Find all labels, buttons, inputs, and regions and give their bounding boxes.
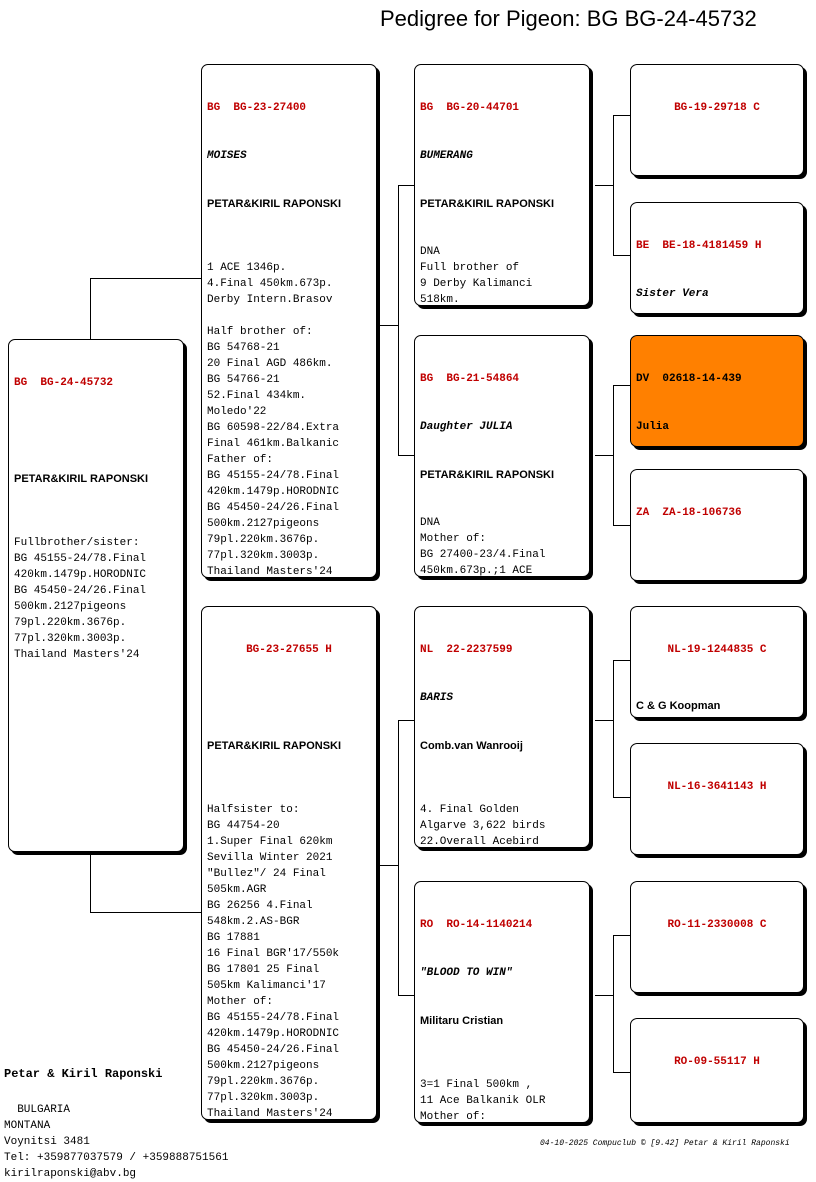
connector-line xyxy=(613,797,631,798)
owner-name: PETAR&KIRIL RAPONSKI xyxy=(420,198,555,210)
ring-number: BG-19-29718 C xyxy=(674,102,760,114)
connector-line xyxy=(595,455,613,456)
pigeon-card-subject[interactable] xyxy=(8,339,184,852)
pigeon-info: 3=1 Final 500km , 11 Ace Balkanik OLR Mother of: xyxy=(420,1079,546,1123)
owner-name: Comb.van Wanrooij xyxy=(420,740,523,752)
ring-number: BG-23-27655 H xyxy=(246,644,332,656)
pigeon-card-sds[interactable] xyxy=(630,335,804,447)
pigeon-name: BUMERANG xyxy=(420,150,473,162)
connector-line xyxy=(90,278,91,340)
connector-line xyxy=(613,385,614,525)
connector-line xyxy=(613,115,614,255)
connector-line xyxy=(613,255,631,256)
owner-name: PETAR&KIRIL RAPONSKI xyxy=(14,473,149,485)
ring-number: RO RO-14-1140214 xyxy=(420,919,533,931)
breeder-name: Petar & Kiril Raponski xyxy=(4,1067,163,1081)
breeder-info xyxy=(4,1034,228,1182)
owner-name: PETAR&KIRIL RAPONSKI xyxy=(207,198,342,210)
ring-number: NL-19-1244835 C xyxy=(667,644,767,656)
pigeon-card-dds[interactable] xyxy=(630,881,804,993)
ring-number: BE BE-18-4181459 H xyxy=(636,240,762,252)
pigeon-card-sire[interactable] xyxy=(201,64,377,578)
breeder-address: BULGARIA MONTANA Voynitsi 3481 Tel: +359877037579 / +359888751561 kirilraponski@abv.bg xyxy=(4,1104,229,1180)
connector-line xyxy=(613,660,614,797)
connector-line xyxy=(398,720,399,995)
ring-number: NL 22-2237599 xyxy=(420,644,513,656)
owner-name: C & G Koopman xyxy=(636,700,721,712)
pigeon-card-dam-sire[interactable] xyxy=(414,606,590,848)
connector-line xyxy=(613,935,614,1072)
footer-credit: 04-10-2025 Compuclub © [9.42] Petar & Kiril Raponski xyxy=(540,1139,790,1148)
connector-line xyxy=(613,385,631,386)
connector-line xyxy=(613,115,631,116)
pigeon-info: 1 ACE 1346p. 4.Final 450km.673p. Derby Intern.Brasov Half brother of: BG 54768-21 20 Final AGD 486km. BG 54766-21 52.Final 434km. Moledo'22 BG 60598-22/84.Extra Final 461km.Balkanic Father of: BG 45155-24/78.Final 420km.1479p.HORODNIC BG 45450-24/26.Final 500km.2127pigeons 79pl.220km.3676p. 77pl.320km.3003p. Thailand Masters'24 xyxy=(207,262,340,578)
pigeon-info: 4. Final Golden Algarve 3,622 birds 22.Overall Acebird xyxy=(420,804,546,848)
pigeon-info: Halfsister to: BG 44754-20 1.Super Final 620km Sevilla Winter 2021 "Bullez"/ 24 Final 505km.AGR BG 26256 4.Final 548km.2.AS-BGR BG 17881 16 Final BGR'17/550k BG 17801 25 Final 505km Kalimanci'17 Mother of: BG 45155-24/78.Final 420km.1479p.HORODNIC BG 45450-24/26.Final 500km.2127pigeons 79pl.220km.3676p. 77pl.320km.3003p. Thailand Masters'24 xyxy=(207,804,340,1120)
connector-line xyxy=(613,660,631,661)
pigeon-card-sire-dam[interactable] xyxy=(414,335,590,577)
pigeon-card-sdd[interactable] xyxy=(630,469,804,581)
connector-line xyxy=(613,935,631,936)
pigeon-name xyxy=(14,423,178,439)
pigeon-name: Sister Vera xyxy=(636,288,709,300)
pigeon-name: "BLOOD TO WIN" xyxy=(420,967,513,979)
pigeon-name: MOISES xyxy=(207,150,247,162)
pigeon-name xyxy=(636,827,798,843)
pigeon-name xyxy=(636,148,798,164)
owner-name: Militaru Cristian xyxy=(420,1015,504,1027)
pigeon-card-ddd[interactable] xyxy=(630,1018,804,1123)
pigeon-card-sire-sire[interactable] xyxy=(414,64,590,306)
connector-line xyxy=(90,278,204,279)
connector-line xyxy=(595,185,613,186)
connector-line xyxy=(613,1072,631,1073)
pigeon-card-dsd[interactable] xyxy=(630,743,804,855)
ring-number: BG BG-20-44701 xyxy=(420,102,520,114)
pigeon-name: Julia xyxy=(636,421,670,433)
pigeon-card-dss[interactable] xyxy=(630,606,804,718)
pigeon-name xyxy=(636,1102,798,1118)
ring-number: BG BG-24-45732 xyxy=(14,377,114,389)
ring-number: ZA ZA-18-106736 xyxy=(636,507,742,519)
connector-line xyxy=(380,325,398,326)
page-title: Pedigree for Pigeon: BG BG-24-45732 xyxy=(380,6,757,31)
connector-line xyxy=(398,185,399,455)
owner-name: PETAR&KIRIL RAPONSKI xyxy=(420,469,555,481)
connector-line xyxy=(613,525,631,526)
pigeon-info: Fullbrother/sister: BG 45155-24/78.Final 420km.1479p.HORODNIC BG 45450-24/26.Final 500km.2127pigeons 79pl.220km.3676p. 77pl.320km.3003p. Thailand Masters'24 xyxy=(14,537,147,661)
pigeon-name: BARIS xyxy=(420,692,454,704)
pigeon-name xyxy=(636,553,798,569)
ring-number: BG BG-23-27400 xyxy=(207,102,307,114)
pigeon-name xyxy=(207,690,371,706)
pigeon-card-sss[interactable] xyxy=(630,64,804,176)
ring-number: DV 02618-14-439 xyxy=(636,373,742,385)
ring-number: NL-16-3641143 H xyxy=(667,781,767,793)
pigeon-name: Daughter JULIA xyxy=(420,421,513,433)
connector-line xyxy=(595,720,613,721)
ring-number: RO-11-2330008 C xyxy=(667,919,767,931)
connector-line xyxy=(90,912,204,913)
pigeon-card-ssd[interactable] xyxy=(630,202,804,314)
connector-line xyxy=(90,852,91,912)
ring-number: BG BG-21-54864 xyxy=(420,373,520,385)
pigeon-info: DNA Full brother of 9 Derby Kalimanci 518km. xyxy=(420,246,533,306)
owner-name: PETAR&KIRIL RAPONSKI xyxy=(207,740,342,752)
pigeon-info: DNA Mother of: BG 27400-23/4.Final 450km.673p.;1 ACE xyxy=(420,517,546,577)
pigeon-card-dam-dam[interactable] xyxy=(414,881,590,1123)
connector-line xyxy=(380,865,398,866)
connector-line xyxy=(595,995,613,996)
ring-number: RO-09-55117 H xyxy=(674,1056,760,1068)
pigeon-name xyxy=(636,965,798,981)
